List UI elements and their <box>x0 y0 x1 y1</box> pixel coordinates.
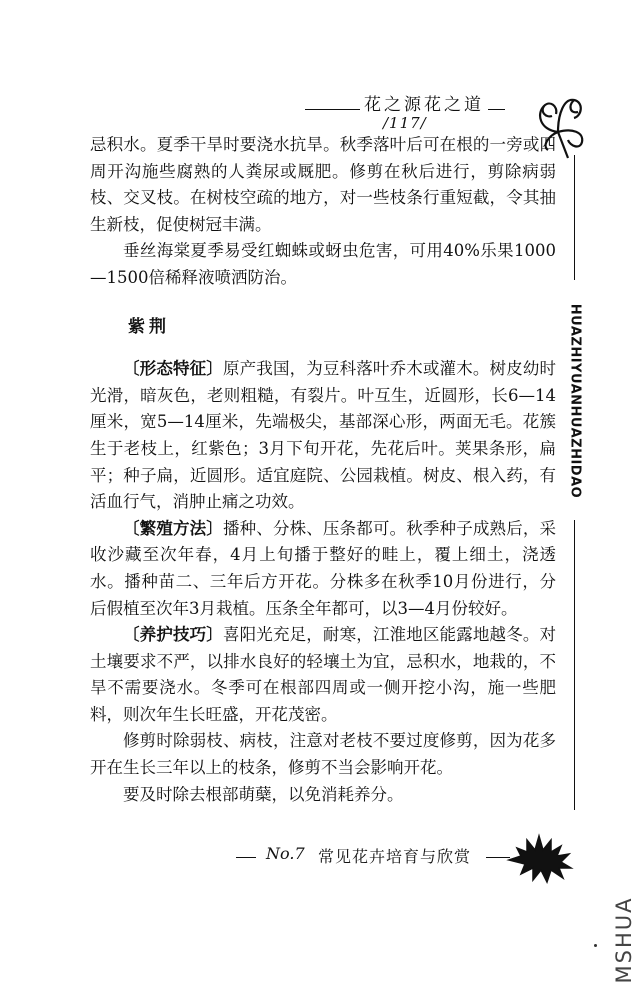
side-rule-bottom <box>574 520 575 810</box>
side-rule-top <box>574 155 575 280</box>
paragraph-propagation <box>90 516 556 622</box>
paragraph: 要及时除去根部萌蘖，以免消耗养分。 <box>123 784 404 804</box>
scan-speck <box>594 944 597 947</box>
plant-ornament-icon <box>505 826 577 886</box>
page-number: /117/ <box>383 114 427 132</box>
footer-chapter-number: No.7 <box>266 844 305 863</box>
paragraph-care <box>90 622 556 728</box>
paragraph: 修剪时除弱枝、病枝，注意对老枝不要过度修剪，因为花多开在生长三年以上的枝条，修剪不当会影响开花。 <box>90 731 556 778</box>
footer-book-title: 常见花卉培育与欣赏 <box>318 847 472 866</box>
paragraph-label: 〔繁殖方法〕 <box>123 518 223 538</box>
section-title: 紫荆 <box>128 316 170 337</box>
paragraph-text: 播种、分株、压条都可。秋季种子成熟后，采收沙藏至次年春，4月上旬播于整好的畦上，覆上细土，浇透水。播种苗二、三年后方开花。分株多在秋季10月份进行，分后假植至次年3月栽植。压条全年都可，以3—4月份较好。 <box>90 518 557 618</box>
watermark-text: MSHUA <box>612 896 636 984</box>
watermark <box>613 885 635 995</box>
paragraph-text: 原产我国，为豆科落叶乔木或灌木。树皮幼时光滑，暗灰色，老则粗糙，有裂片。叶互生，近圆形，长6—14厘米，宽5—14厘米，先端极尖，基部深心形，两面无毛。花簇生于老枝上，红紫色；3月下旬开花，先花后叶。荚果条形，扁平；种子扁，近圆形。适宜庭院、公园栽植。树皮、根入药，有活血行气，消肿止痛之功效。 <box>90 359 557 512</box>
paragraph-morphology <box>90 356 556 516</box>
paragraph: 忌积水。夏季干旱时要浇水抗旱。秋季落叶后可在根的一旁或四周开沟施些腐熟的人粪尿或厩肥。修剪在秋后进行，剪除病弱枝、交叉枝。在树枝空疏的地方，对一些枝条行重短截，令其抽生新枝，促使树冠丰满。 <box>90 135 556 234</box>
paragraph-label: 〔养护技巧〕 <box>123 625 223 645</box>
side-title-text: HUAZHIYUANHUAZHIDAO <box>567 303 583 499</box>
side-title <box>568 296 582 506</box>
paragraph-label: 〔形态特征〕 <box>123 359 223 379</box>
page-body <box>90 132 556 808</box>
paragraph-text: 喜阳光充足，耐寒，江淮地区能露地越冬。对土壤要求不严，以排水良好的轻壤土为宜，忌积水，地栽的，不旱不需要浇水。冬季可在根部四周或一侧开挖小沟，施一些肥料，则次年生长旺盛，开花茂密。 <box>90 625 557 724</box>
paragraph: 垂丝海棠夏季易受红蜘蛛或蚜虫危害，可用40%乐果1000—1500倍稀释液喷洒防治。 <box>90 241 556 287</box>
footer-rule <box>236 857 256 858</box>
header-title: 花之源花之道 <box>360 90 488 115</box>
